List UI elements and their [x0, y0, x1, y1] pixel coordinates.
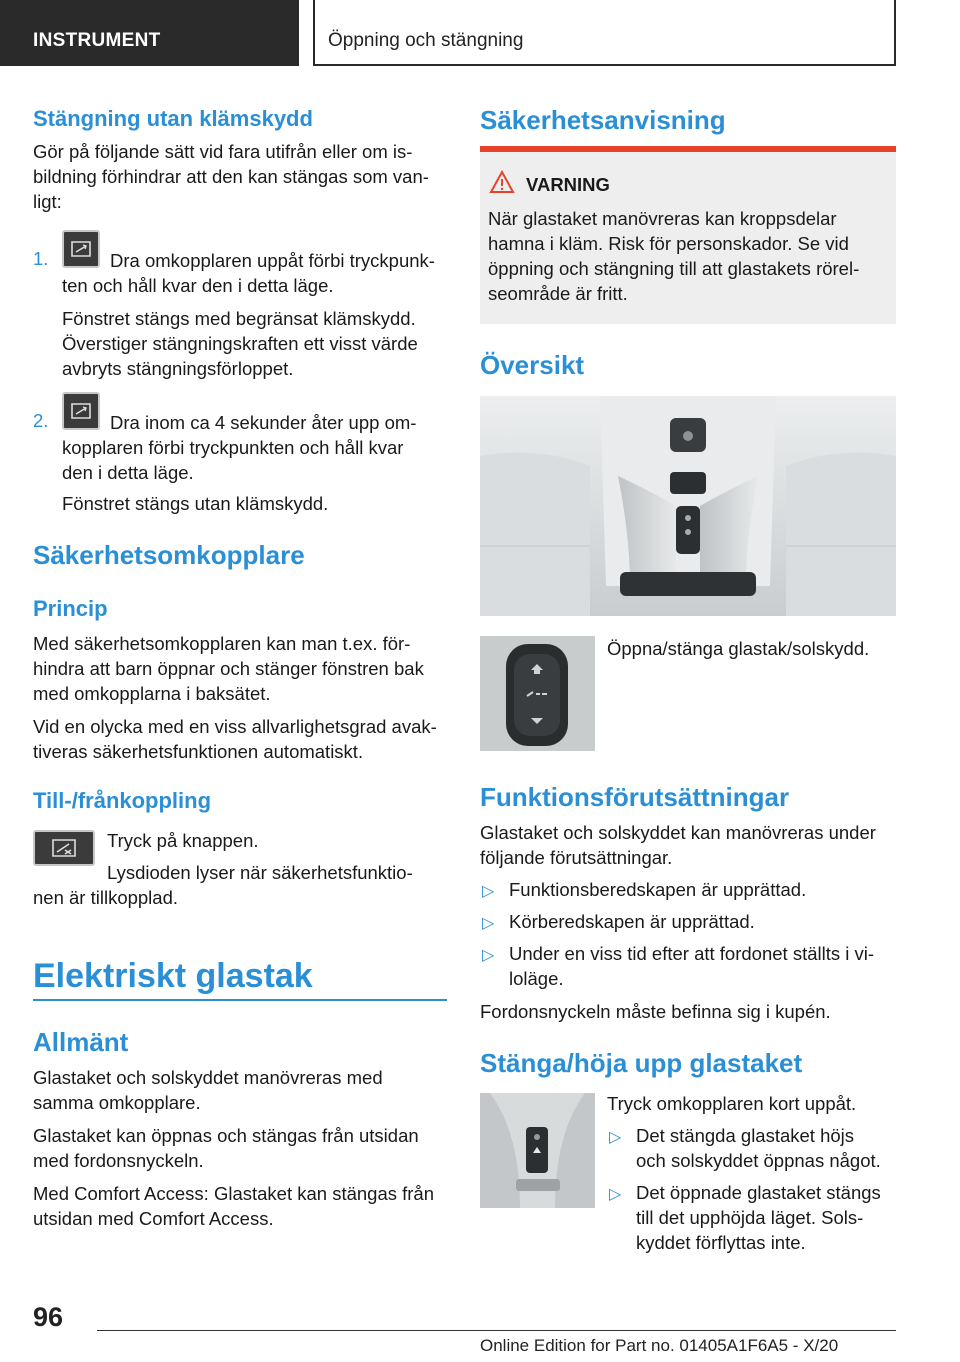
bullet-triangle-icon: ▷ [609, 1129, 622, 1146]
heading-on-off: Till-/frånkoppling [33, 788, 212, 813]
general-line-6: utsidan med Comfort Access. [33, 1208, 274, 1229]
heading-close-raise-sunroof: Stänga/höja upp glastaket [480, 1048, 803, 1078]
header-chapter-label: Öppning och stängning [328, 30, 524, 51]
condition-bullet-1: Funktionsberedskapen är upprättad. [509, 879, 807, 900]
conditions-line-2: följande förutsättningar. [480, 847, 673, 868]
principle-line-2: hindra att barn öppnar och stänger fönstren bak [33, 658, 424, 679]
header-chapter-tab [313, 0, 896, 66]
close-bullet-1-line-2: och solskyddet öppnas något. [636, 1150, 881, 1171]
step-1-note-line-1: Fönstret stängs med begränsat klämskydd. [62, 308, 416, 329]
step-1-text-line-2: ten och håll kvar den i detta läge. [62, 275, 334, 296]
warning-triangle-icon [489, 170, 515, 199]
step-1-note-line-2: Överstiger stängningskraften ett visst värde [62, 333, 418, 354]
condition-bullet-2: Körberedskapen är upprättad. [509, 911, 755, 932]
step-2-note-line-1: Fönstret stängs utan klämskydd. [62, 493, 329, 514]
heading-closing-without-pinch: Stängning utan klämskydd [33, 106, 313, 131]
principle-line-5: tiveras säkerhetsfunktionen automatiskt. [33, 741, 364, 762]
heading-principle: Princip [33, 596, 108, 621]
warning-label: VARNING [526, 174, 610, 195]
step-1-text-line-1: Dra omkopplaren uppåt förbi tryckpunk- [110, 250, 435, 271]
general-line-2: samma omkopplare. [33, 1092, 201, 1113]
warning-line-4: seområde är fritt. [488, 283, 628, 304]
intro-line-2: bildning förhindrar att den kan stängas som van- [33, 166, 429, 187]
bullet-triangle-icon: ▷ [482, 883, 495, 900]
close-bullet-1-line-1: Det stängda glastaket höjs [636, 1125, 855, 1146]
chapter-divider [33, 999, 447, 1001]
close-bullet-2-line-1: Det öppnade glastaket stängs [636, 1182, 881, 1203]
condition-bullet-3-line-2: loläge. [509, 968, 564, 989]
footer-edition: Online Edition for Part no. 01405A1F6A5 - X/20 [480, 1336, 839, 1355]
on-off-line-1: Tryck på knappen. [107, 830, 259, 851]
warning-line-1: När glastaket manövreras kan kroppsdelar [488, 208, 837, 229]
child-lock-icon [33, 830, 95, 866]
page-number: 96 [33, 1302, 64, 1332]
conditions-line-3: Fordonsnyckeln måste befinna sig i kupén. [480, 1001, 831, 1022]
on-off-line-3: nen är tillkopplad. [33, 887, 179, 908]
principle-line-4: Vid en olycka med en viss allvarlighetsgrad avak- [33, 716, 437, 737]
principle-line-1: Med säkerhetsomkopplaren kan man t.ex. för- [33, 633, 411, 654]
bullet-triangle-icon: ▷ [482, 947, 495, 964]
bullet-triangle-icon: ▷ [482, 915, 495, 932]
window-switch-icon [62, 392, 100, 430]
step-1-number: 1. [33, 248, 49, 269]
switch-caption: Öppna/stänga glastak/solskydd. [607, 638, 870, 659]
intro-line-1: Gör på följande sätt vid fara utifrån eller om is- [33, 141, 413, 162]
close-bullet-2-line-3: kyddet förflyttas inte. [636, 1232, 806, 1253]
bullet-triangle-icon: ▷ [609, 1186, 622, 1203]
sunroof-switch-photo [480, 636, 595, 751]
step-2-text-line-1: Dra inom ca 4 sekunder åter upp om- [110, 412, 417, 433]
close-line-1: Tryck omkopplaren kort uppåt. [607, 1093, 857, 1114]
step-1-note-line-3: avbryts stängningsförloppet. [62, 358, 294, 379]
close-sunroof-photo [480, 1093, 595, 1208]
step-2-text-line-2: kopplaren förbi tryckpunkten och håll kvar [62, 437, 404, 458]
heading-function-conditions: Funktionsförutsättningar [480, 782, 790, 812]
on-off-line-2: Lysdioden lyser när säkerhetsfunktio- [107, 862, 413, 883]
close-bullet-2-line-2: till det upphöjda läget. Sols- [636, 1207, 864, 1228]
step-2-text-line-3: den i detta läge. [62, 462, 194, 483]
heading-overview: Översikt [480, 350, 585, 380]
heading-general: Allmänt [33, 1027, 129, 1057]
header-section-label: INSTRUMENT [33, 30, 161, 51]
warning-line-2: hamna i kläm. Risk för personskador. Se vid [488, 233, 849, 254]
principle-line-3: med omkopplarna i baksätet. [33, 683, 271, 704]
heading-electric-sunroof: Elektriskt glastak [33, 957, 313, 995]
heading-safety-note: Säkerhetsanvisning [480, 105, 726, 135]
general-line-3: Glastaket kan öppnas och stängas från utsidan [33, 1125, 419, 1146]
general-line-5: Med Comfort Access: Glastaket kan stängas från [33, 1183, 435, 1204]
footer-divider [97, 1330, 896, 1331]
header-section-tab [0, 0, 299, 66]
condition-bullet-3-line-1: Under en viss tid efter att fordonet ställts i vi- [509, 943, 875, 964]
heading-safety-switch: Säkerhetsomkopplare [33, 540, 305, 570]
general-line-4: med fordonsnyckeln. [33, 1150, 204, 1171]
roof-console-photo [480, 396, 896, 616]
conditions-line-1: Glastaket och solskyddet kan manövreras under [480, 822, 876, 843]
general-line-1: Glastaket och solskyddet manövreras med [33, 1067, 383, 1088]
warning-line-3: öppning och stängning till att glastakets rörel- [488, 258, 860, 279]
window-switch-icon [62, 230, 100, 268]
intro-line-3: ligt: [33, 191, 62, 212]
step-2-number: 2. [33, 410, 49, 431]
